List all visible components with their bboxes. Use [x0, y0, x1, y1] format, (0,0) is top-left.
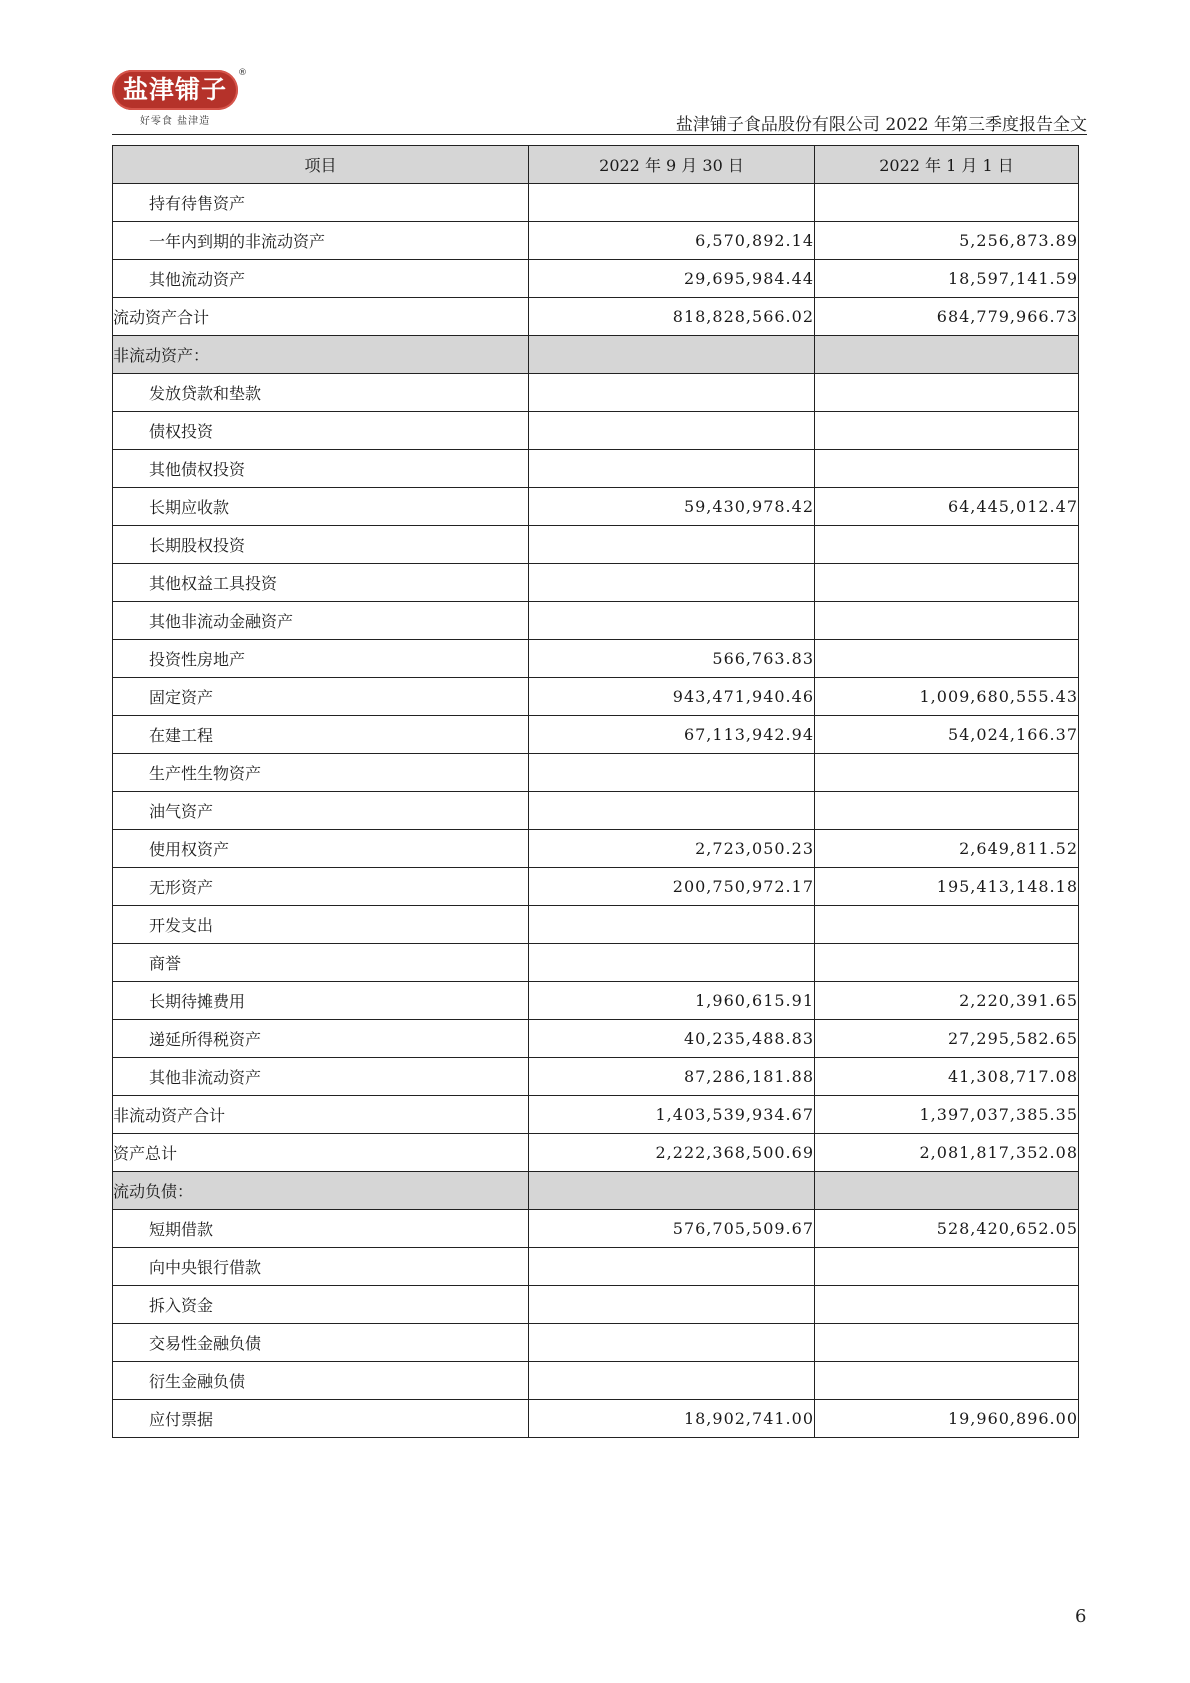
value-2022-01-01: 2,081,817,352.08 — [815, 1134, 1079, 1172]
value-2022-01-01 — [815, 374, 1079, 412]
value-2022-01-01 — [815, 1286, 1079, 1324]
row-label: 油气资产 — [113, 792, 529, 830]
table-row — [113, 526, 1079, 564]
value-2022-01-01 — [815, 336, 1079, 374]
company-logo — [112, 70, 247, 128]
value-2022-01-01: 27,295,582.65 — [815, 1020, 1079, 1058]
value-2022-01-01 — [815, 412, 1079, 450]
row-label: 流动资产合计 — [113, 298, 529, 336]
table-row — [113, 982, 1079, 1020]
value-2022-01-01: 528,420,652.05 — [815, 1210, 1079, 1248]
row-label: 应付票据 — [113, 1400, 529, 1438]
table-row — [113, 906, 1079, 944]
value-2022-01-01 — [815, 640, 1079, 678]
row-label: 向中央银行借款 — [113, 1248, 529, 1286]
row-label: 无形资产 — [113, 868, 529, 906]
table-row — [113, 1058, 1079, 1096]
table-row — [113, 1134, 1079, 1172]
table-row — [113, 184, 1079, 222]
header-date-prior: 2022 年 1 月 1 日 — [815, 146, 1079, 184]
value-2022-09-30 — [529, 1286, 815, 1324]
row-label: 交易性金融负债 — [113, 1324, 529, 1362]
table-row — [113, 1248, 1079, 1286]
value-2022-01-01: 195,413,148.18 — [815, 868, 1079, 906]
row-label: 开发支出 — [113, 906, 529, 944]
table-row — [113, 1362, 1079, 1400]
value-2022-01-01 — [815, 602, 1079, 640]
table-row — [113, 450, 1079, 488]
value-2022-01-01: 54,024,166.37 — [815, 716, 1079, 754]
table-row — [113, 222, 1079, 260]
row-label: 持有待售资产 — [113, 184, 529, 222]
table-row — [113, 754, 1079, 792]
table-row — [113, 1286, 1079, 1324]
value-2022-09-30: 18,902,741.00 — [529, 1400, 815, 1438]
value-2022-09-30: 200,750,972.17 — [529, 868, 815, 906]
value-2022-09-30 — [529, 526, 815, 564]
row-label: 其他非流动金融资产 — [113, 602, 529, 640]
balance-sheet-table — [112, 145, 1079, 1438]
value-2022-09-30: 818,828,566.02 — [529, 298, 815, 336]
value-2022-01-01 — [815, 1324, 1079, 1362]
table-header-row — [113, 146, 1079, 184]
value-2022-09-30: 1,960,615.91 — [529, 982, 815, 1020]
value-2022-01-01: 1,009,680,555.43 — [815, 678, 1079, 716]
value-2022-09-30: 29,695,984.44 — [529, 260, 815, 298]
row-label: 短期借款 — [113, 1210, 529, 1248]
value-2022-09-30 — [529, 906, 815, 944]
row-label: 商誉 — [113, 944, 529, 982]
header-divider — [112, 134, 1087, 135]
value-2022-09-30: 2,723,050.23 — [529, 830, 815, 868]
value-2022-09-30: 576,705,509.67 — [529, 1210, 815, 1248]
value-2022-09-30 — [529, 450, 815, 488]
value-2022-01-01 — [815, 564, 1079, 602]
row-label: 非流动资产： — [113, 336, 529, 374]
table-row — [113, 868, 1079, 906]
row-label: 递延所得税资产 — [113, 1020, 529, 1058]
table-row — [113, 260, 1079, 298]
value-2022-09-30 — [529, 564, 815, 602]
row-label: 发放贷款和垫款 — [113, 374, 529, 412]
registered-mark: ® — [238, 68, 247, 78]
value-2022-09-30: 67,113,942.94 — [529, 716, 815, 754]
table-row — [113, 944, 1079, 982]
logo-text: 盐津铺子 — [122, 75, 227, 104]
table-body — [113, 184, 1079, 1438]
table-row — [113, 1096, 1079, 1134]
value-2022-01-01 — [815, 1248, 1079, 1286]
row-label: 长期应收款 — [113, 488, 529, 526]
row-label: 其他权益工具投资 — [113, 564, 529, 602]
report-title: 盐津铺子食品股份有限公司 2022 年第三季度报告全文 — [675, 115, 1087, 135]
value-2022-09-30: 87,286,181.88 — [529, 1058, 815, 1096]
value-2022-09-30: 40,235,488.83 — [529, 1020, 815, 1058]
value-2022-09-30 — [529, 184, 815, 222]
row-label: 流动负债： — [113, 1172, 529, 1210]
value-2022-01-01: 2,220,391.65 — [815, 982, 1079, 1020]
table-row — [113, 1210, 1079, 1248]
value-2022-01-01: 1,397,037,385.35 — [815, 1096, 1079, 1134]
row-label: 长期待摊费用 — [113, 982, 529, 1020]
row-label: 资产总计 — [113, 1134, 529, 1172]
value-2022-09-30 — [529, 336, 815, 374]
value-2022-01-01: 5,256,873.89 — [815, 222, 1079, 260]
table-row — [113, 1324, 1079, 1362]
header-item: 项目 — [113, 146, 529, 184]
value-2022-01-01: 41,308,717.08 — [815, 1058, 1079, 1096]
row-label: 其他流动资产 — [113, 260, 529, 298]
table-row — [113, 640, 1079, 678]
value-2022-09-30 — [529, 1362, 815, 1400]
row-label: 其他非流动资产 — [113, 1058, 529, 1096]
value-2022-09-30 — [529, 1324, 815, 1362]
table-row — [113, 488, 1079, 526]
row-label: 债权投资 — [113, 412, 529, 450]
table-row — [113, 678, 1079, 716]
value-2022-01-01: 64,445,012.47 — [815, 488, 1079, 526]
value-2022-09-30 — [529, 1248, 815, 1286]
value-2022-01-01: 684,779,966.73 — [815, 298, 1079, 336]
table-row — [113, 792, 1079, 830]
value-2022-09-30: 2,222,368,500.69 — [529, 1134, 815, 1172]
value-2022-01-01 — [815, 944, 1079, 982]
value-2022-09-30 — [529, 1172, 815, 1210]
value-2022-09-30 — [529, 754, 815, 792]
row-label: 长期股权投资 — [113, 526, 529, 564]
row-label: 其他债权投资 — [113, 450, 529, 488]
value-2022-01-01 — [815, 1172, 1079, 1210]
table-row — [113, 1020, 1079, 1058]
value-2022-09-30: 1,403,539,934.67 — [529, 1096, 815, 1134]
table-row — [113, 412, 1079, 450]
value-2022-01-01 — [815, 450, 1079, 488]
row-label: 投资性房地产 — [113, 640, 529, 678]
value-2022-09-30: 566,763.83 — [529, 640, 815, 678]
value-2022-01-01 — [815, 184, 1079, 222]
value-2022-01-01 — [815, 792, 1079, 830]
row-label: 非流动资产合计 — [113, 1096, 529, 1134]
logo-slogan: 好零食 盐津造 — [139, 116, 211, 127]
row-label: 生产性生物资产 — [113, 754, 529, 792]
value-2022-09-30 — [529, 602, 815, 640]
table-row — [113, 830, 1079, 868]
value-2022-01-01 — [815, 906, 1079, 944]
row-label: 在建工程 — [113, 716, 529, 754]
value-2022-09-30: 59,430,978.42 — [529, 488, 815, 526]
value-2022-09-30 — [529, 412, 815, 450]
value-2022-01-01: 18,597,141.59 — [815, 260, 1079, 298]
value-2022-01-01 — [815, 754, 1079, 792]
row-label: 固定资产 — [113, 678, 529, 716]
row-label: 拆入资金 — [113, 1286, 529, 1324]
value-2022-01-01: 2,649,811.52 — [815, 830, 1079, 868]
value-2022-01-01 — [815, 526, 1079, 564]
value-2022-01-01: 19,960,896.00 — [815, 1400, 1079, 1438]
table-row — [113, 602, 1079, 640]
table-row — [113, 298, 1079, 336]
table-row — [113, 336, 1079, 374]
row-label: 衍生金融负债 — [113, 1362, 529, 1400]
table-row — [113, 374, 1079, 412]
header-date-current: 2022 年 9 月 30 日 — [529, 146, 815, 184]
value-2022-09-30 — [529, 374, 815, 412]
table-row — [113, 1172, 1079, 1210]
value-2022-09-30: 6,570,892.14 — [529, 222, 815, 260]
value-2022-01-01 — [815, 1362, 1079, 1400]
page-number: 6 — [1075, 1606, 1087, 1627]
table-row — [113, 564, 1079, 602]
table-row — [113, 716, 1079, 754]
row-label: 一年内到期的非流动资产 — [113, 222, 529, 260]
row-label: 使用权资产 — [113, 830, 529, 868]
value-2022-09-30: 943,471,940.46 — [529, 678, 815, 716]
value-2022-09-30 — [529, 944, 815, 982]
value-2022-09-30 — [529, 792, 815, 830]
table-row — [113, 1400, 1079, 1438]
